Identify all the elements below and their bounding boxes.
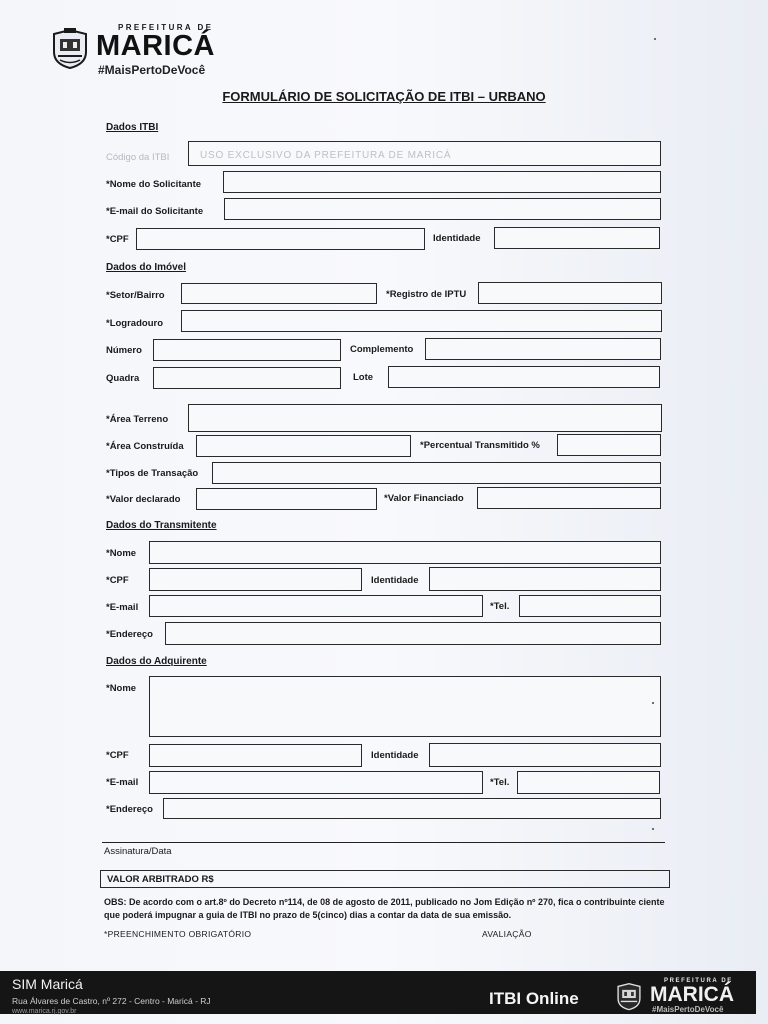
transmitente-email-label: *E-mail [106, 602, 139, 613]
area-construida-label: *Área Construída [106, 441, 184, 452]
email-solicitante-label: *E-mail do Solicitante [106, 206, 204, 217]
tipos-transacao-field[interactable] [212, 462, 661, 484]
footer-logo [612, 977, 752, 1013]
transmitente-email-field[interactable] [149, 595, 483, 617]
area-construida-field[interactable] [196, 435, 411, 457]
cpf-solicitante-label: *CPF [106, 234, 129, 245]
transmitente-endereco-label: *Endereço [106, 629, 153, 640]
valor-arbitrado-box [100, 870, 670, 888]
municipal-crest-icon [48, 26, 92, 70]
logradouro-label: *Logradouro [106, 318, 163, 329]
footer-address: Rua Álvares de Castro, nº 272 - Centro - Maricá - RJ [12, 996, 211, 1006]
email-solicitante-field[interactable] [224, 198, 661, 220]
setor-bairro-label: *Setor/Bairro [106, 290, 165, 301]
municipal-crest-icon [614, 981, 644, 1011]
adquirente-nome-label: *Nome [106, 683, 137, 694]
identidade-solicitante-label: Identidade [433, 233, 481, 244]
lote-label: Lote [353, 372, 374, 383]
scan-dot [652, 828, 654, 830]
adquirente-tel-label: *Tel. [490, 777, 510, 788]
transmitente-identidade-label: Identidade [371, 575, 419, 586]
quadra-label: Quadra [106, 373, 140, 384]
percentual-transmitido-label: *Percentual Transmitido % [420, 440, 540, 451]
adquirente-cpf-label: *CPF [106, 750, 129, 761]
footer-logo-top: PREFEITURA DE [664, 978, 733, 984]
footer-sim-title: SIM Maricá [12, 976, 83, 992]
transmitente-nome-field[interactable] [149, 541, 661, 564]
valor-financiado-field[interactable] [477, 487, 661, 509]
footer-bar [0, 971, 756, 1014]
registro-iptu-field[interactable] [478, 282, 662, 304]
form-title: FORMULÁRIO DE SOLICITAÇÃO DE ITBI – URBANO [222, 89, 546, 104]
valor-declarado-field[interactable] [196, 488, 377, 510]
transmitente-cpf-field[interactable] [149, 568, 362, 591]
adquirente-endereco-field[interactable] [163, 798, 661, 819]
codigo-itbi-label: Código da ITBI [106, 152, 170, 163]
footer-logo-tag: #MaisPertoDeVocê [652, 1005, 724, 1014]
cpf-solicitante-field[interactable] [136, 228, 425, 250]
percentual-transmitido-field[interactable] [557, 434, 661, 456]
footer-logo-main: MARICÁ [650, 983, 734, 1006]
section-dados-imovel: Dados do Imóvel [106, 262, 187, 273]
identidade-solicitante-field[interactable] [494, 227, 660, 249]
complemento-field[interactable] [425, 338, 661, 360]
scan-dot [652, 702, 654, 704]
section-dados-itbi: Dados ITBI [106, 122, 159, 133]
nome-solicitante-field[interactable] [223, 171, 661, 193]
adquirente-identidade-field[interactable] [429, 743, 661, 767]
logradouro-field[interactable] [181, 310, 662, 332]
logo-top-text: PREFEITURA DE [118, 23, 214, 32]
tipos-transacao-label: *Tipos de Transação [106, 468, 199, 479]
adquirente-nome-field[interactable] [149, 676, 661, 737]
section-dados-adquirente: Dados do Adquirente [106, 656, 207, 667]
section-dados-transmitente: Dados do Transmitente [106, 520, 217, 531]
valor-financiado-label: *Valor Financiado [384, 493, 464, 504]
adquirente-identidade-label: Identidade [371, 750, 419, 761]
prefeitura-logo [46, 20, 246, 80]
assinatura-data-label: Assinatura/Data [104, 846, 172, 857]
transmitente-endereco-field[interactable] [165, 622, 661, 645]
transmitente-nome-label: *Nome [106, 548, 137, 559]
signature-line [102, 842, 665, 843]
adquirente-email-field[interactable] [149, 771, 483, 794]
logo-main-text: MARICÁ [96, 30, 215, 62]
valor-arbitrado-label: VALOR ARBITRADO R$ [107, 874, 214, 885]
scan-dot [654, 38, 656, 40]
transmitente-identidade-field[interactable] [429, 567, 661, 591]
complemento-label: Complemento [350, 344, 414, 355]
adquirente-email-label: *E-mail [106, 777, 139, 788]
obs-note: OBS: De acordo com o art.8º do Decreto nº114, de 08 de agosto de 2011, publicado no Jom Edição nº 270, fica o contribuinte ciente que poderá impugnar a guia de ITBI no prazo de 5(cinco) dias a contar da data de sua emissão. [104, 897, 665, 920]
transmitente-tel-label: *Tel. [490, 601, 510, 612]
adquirente-endereco-label: *Endereço [106, 804, 153, 815]
lote-field[interactable] [388, 366, 660, 388]
numero-field[interactable] [153, 339, 341, 361]
avaliacao-label: AVALIAÇÃO [482, 929, 532, 939]
footer-url: www.marica.rj.gov.br [12, 1008, 77, 1015]
numero-label: Número [106, 345, 142, 356]
transmitente-cpf-label: *CPF [106, 575, 129, 586]
codigo-itbi-placeholder: USO EXCLUSIVO DA PREFEITURA DE MARICÁ [200, 150, 452, 161]
transmitente-tel-field[interactable] [519, 595, 661, 617]
quadra-field[interactable] [153, 367, 341, 389]
required-note: *PREENCHIMENTO OBRIGATÓRIO [104, 929, 252, 939]
valor-declarado-label: *Valor declarado [106, 494, 181, 505]
registro-iptu-label: *Registro de IPTU [386, 289, 467, 300]
logo-tagline: #MaisPertoDeVocê [98, 63, 206, 77]
area-terreno-label: *Área Terreno [106, 414, 169, 425]
footer-itbi-online: ITBI Online [489, 989, 579, 1008]
area-terreno-field[interactable] [188, 404, 662, 432]
nome-solicitante-label: *Nome do Solicitante [106, 179, 202, 190]
setor-bairro-field[interactable] [181, 283, 377, 304]
adquirente-cpf-field[interactable] [149, 744, 362, 767]
adquirente-tel-field[interactable] [517, 771, 660, 794]
